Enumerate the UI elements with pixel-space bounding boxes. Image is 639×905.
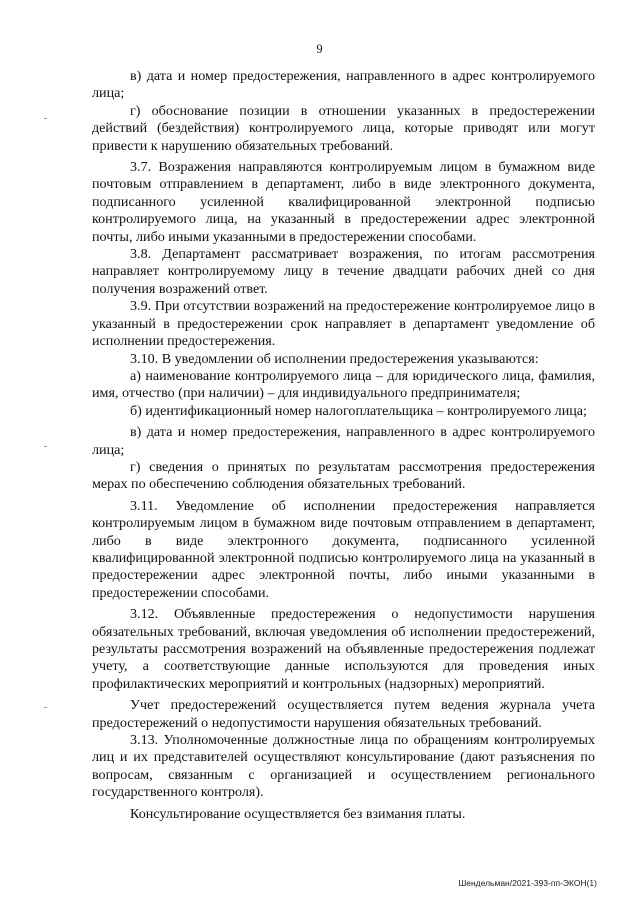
- paragraph-3-13: 3.13. Уполномоченные должностные лица по обращениям контролируемых лиц и их представителей осуществляют консультирование (дают разъяснения по вопросам, связанным с организацией и осуществлением регионального государственного контроля).: [92, 732, 595, 801]
- margin-scan-mark: [44, 446, 47, 447]
- paragraph-3-8: 3.8. Департамент рассматривает возражения, по итогам рассмотрения направляет контролируемому лицу в течение двадцати рабочих дней со дня получения возражений ответ.: [92, 246, 595, 297]
- page-number: 9: [316, 42, 323, 56]
- paragraph-item-g: г) обоснование позиции в отношении указанных в предостережении действий (бездействия) контролируемого лица, которые приводят или могут привести к нарушению обязательных требований.: [92, 102, 595, 154]
- paragraph-3-10: 3.10. В уведомлении об исполнении предостережения указываются:: [130, 350, 539, 367]
- paragraph-3-9: 3.9. При отсутствии возражений на предостережение контролируемое лицо в указанный в предостережении срок направляет в департамент уведомление об исполнении предостережения.: [92, 298, 595, 350]
- paragraph-item-a: а) наименование контролируемого лица – для юридического лица, фамилия, имя, отчество (при наличии) – для индивидуального предпринимателя;: [92, 367, 595, 402]
- paragraph-3-11: 3.11. Уведомление об исполнении предостережения направляется контролируемым лицом в бумажном виде почтовым отправлением в департамент, либо в виде электронного документа, подписанного усиленной квалифицированной электронной подписью контролируемого лица на указанный в предостережении адрес электронной почты, либо иными указанными в предостережении способами.: [92, 497, 595, 601]
- paragraph-item-b: б) идентификационный номер налогоплательщика – контролируемого лица;: [130, 402, 587, 419]
- paragraph-item-g-2: г) сведения о принятых по результатам рассмотрения предостережения мерах по обеспечению соблюдения обязательных требований.: [92, 458, 595, 493]
- paragraph-accounting: Учет предостережений осуществляется путем ведения журнала учета предостережений о недопустимости нарушения обязательных требований.: [92, 697, 595, 731]
- margin-scan-mark: [44, 118, 47, 119]
- footer-document-code: Шендельман/2021-393-пп-ЭКОН(1): [458, 878, 597, 888]
- document-body: [92, 68, 595, 823]
- paragraph-3-7: 3.7. Возражения направляются контролируемым лицом в бумажном виде почтовым отправлением в департамент, либо в виде электронного документа, подписанного усиленной квалифицированной электронной подписью контролируемого лица, на указанный в предостережении адрес электронной почты, либо иными указанными в предостережении способами.: [92, 159, 595, 245]
- margin-scan-mark: [44, 707, 47, 708]
- paragraph-consulting-free: Консультирование осуществляется без взимания платы.: [130, 805, 466, 822]
- paragraph-item-v: в) дата и номер предостережения, направленного в адрес контролируемого лица;: [92, 68, 595, 102]
- paragraph-3-12: 3.12. Объявленные предостережения о недопустимости нарушения обязательных требований, включая уведомления об исполнении предостережений, результаты рассмотрения возражений на объявленные предостережения подлежат учету, а соответствующие данные используются для проведения иных профилактических мероприятий и контрольных (надзорных) мероприятий.: [92, 606, 595, 692]
- paragraph-item-v-2: в) дата и номер предостережения, направленного в адрес контролируемого лица;: [92, 424, 595, 458]
